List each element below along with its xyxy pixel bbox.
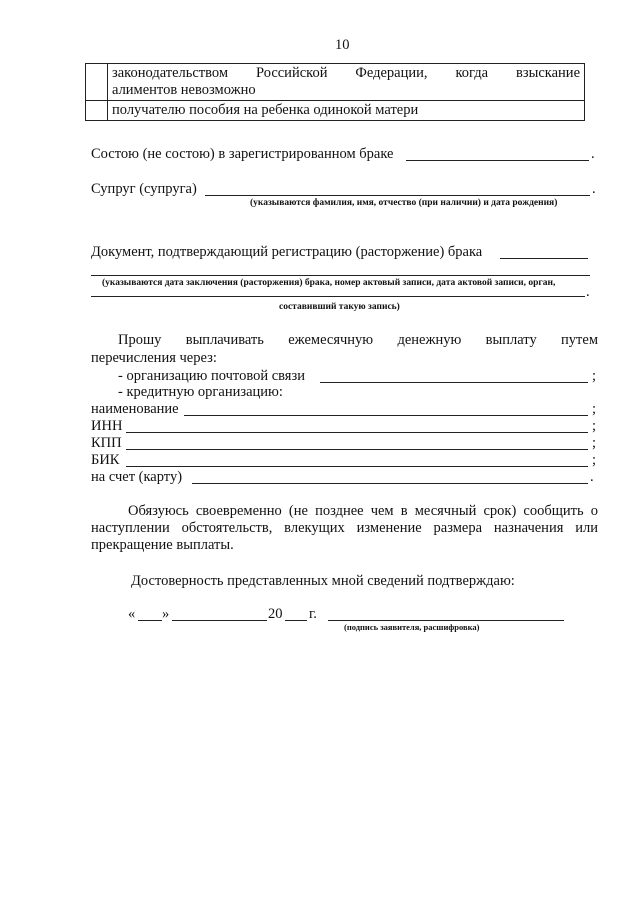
spouse-label: Супруг (супруга) [91,181,197,197]
obligation-line2: наступлении обстоятельств, влекущих изменение размера назначения или [91,520,598,536]
table-row1-line2: алиментов невозможно [112,82,256,98]
semicolon-mark: ; [592,418,597,434]
account-field[interactable] [192,483,588,484]
marriage-status-field[interactable] [406,160,589,161]
marriage-document-label: Документ, подтверждающий регистрацию (расторжение) брака [91,244,483,260]
month-field[interactable] [172,620,267,621]
page-number: 10 [335,37,350,53]
quote-close: » [162,606,170,622]
bank-name-field[interactable] [184,415,588,416]
table-row1-line1: законодательством Российской Федерации, когда взыскание [112,65,580,81]
credit-option: - кредитную организацию: [118,384,283,400]
quote-open: « [128,606,136,622]
period-mark: . [586,284,590,300]
inn-label: ИНН [91,418,123,434]
table-cell [108,64,585,101]
signature-field[interactable] [328,620,564,621]
period-mark: . [592,181,596,197]
table-row [86,101,585,121]
marriage-document-hint: (указываются дата заключения (расторжения) брака, номер актовый записи, дата актовой записи, орган, [102,278,556,288]
year-prefix: 20 [268,606,283,622]
postal-field[interactable] [320,382,588,383]
checkbox-cell[interactable] [86,64,108,101]
semicolon-mark: ; [592,452,597,468]
semicolon-mark: ; [592,368,597,384]
kpp-label: КПП [91,435,122,451]
period-mark: . [590,469,594,485]
obligation-line1: Обязуюсь своевременно (не позднее чем в месячный срок) сообщить о [128,503,598,519]
bank-name-label: наименование [91,401,179,417]
kpp-field[interactable] [126,449,588,450]
benefit-table [85,63,585,121]
year-suffix: г. [309,606,317,622]
semicolon-mark: ; [592,401,597,417]
inn-field[interactable] [126,432,588,433]
marriage-status-label: Состою (не состою) в зарегистрированном браке [91,146,394,162]
payment-request-line1: Прошу выплачивать ежемесячную денежную выплату путем [118,332,598,348]
confirmation-text: Достоверность представленных мной сведений подтверждаю: [131,573,515,589]
table-cell: получателю пособия на ребенка одинокой матери [108,101,585,121]
checkbox-cell[interactable] [86,101,108,121]
year-field[interactable] [285,620,307,621]
marriage-document-hint-2: составивший такую запись) [279,302,400,312]
spouse-field[interactable] [205,195,590,196]
obligation-line2-wrap [91,520,598,537]
account-label: на счет (карту) [91,469,183,485]
signature-hint: (подпись заявителя, расшифровка) [344,622,480,632]
payment-request-line2: перечисления через: [91,350,217,366]
table-row [86,64,585,101]
obligation-line1-wrap [128,503,598,520]
bik-field[interactable] [126,466,588,467]
day-field[interactable] [138,620,162,621]
semicolon-mark: ; [592,435,597,451]
spouse-hint: (указываются фамилия, имя, отчество (при наличии) и дата рождения) [250,198,558,208]
period-mark: . [591,146,595,162]
marriage-document-field[interactable] [500,258,588,259]
postal-option: - организацию почтовой связи [118,368,305,384]
payment-request [118,332,598,349]
marriage-document-field-line3[interactable] [91,296,585,297]
obligation-line3: прекращение выплаты. [91,537,234,553]
marriage-document-field-line2[interactable] [91,275,590,276]
bik-label: БИК [91,452,120,468]
